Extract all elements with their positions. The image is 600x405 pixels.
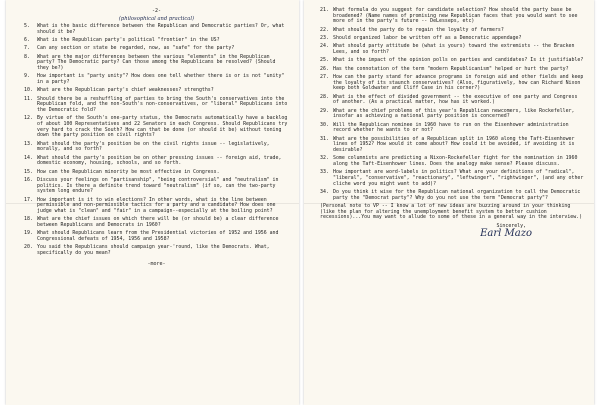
question-item xyxy=(320,58,584,64)
question-text: What are the Republican party's chief weaknesses? strengths? xyxy=(37,87,214,94)
question-text: What is the basic difference between the Republican and Democratic parties? Or, what should it be? xyxy=(37,23,285,35)
question-item xyxy=(320,123,584,134)
question-item xyxy=(24,142,289,153)
more-label: -more- xyxy=(147,260,166,267)
question-text: What are the possibilities of a Republican split in 1960 along the Taft-Eisenhower lines of 1952? How would it come about? How could it be avoided, if avoiding it is desirable? xyxy=(333,135,575,153)
question-text: How important is "party unity"? How does one tell whether there is or is not "unity" in a party? xyxy=(37,73,285,85)
question-text: Should organized labor be written off as a Democratic appendage? xyxy=(333,35,522,41)
question-text: Has the connotation of the term "modern Republicanism" helped or hurt the party? xyxy=(333,65,569,72)
question-text: Can any section or state be regarded, now, as "safe" for the party? xyxy=(37,45,235,52)
question-text: Will the Republican nominee in 1960 have to run on the Eisenhower administration record whether he wants to or not? xyxy=(333,121,569,134)
question-number: 11. xyxy=(24,95,33,102)
closing: Sincerely, xyxy=(496,223,526,230)
question-item xyxy=(24,245,289,256)
question-text: What is the impact of the opinion polls on parties and candidates? Is it justifiable? xyxy=(333,57,584,64)
question-item xyxy=(24,231,289,242)
question-text: What should the party do to regain the loyalty of farmers? xyxy=(333,26,504,33)
signature: Earl Mazo xyxy=(480,228,532,240)
question-number: 14. xyxy=(24,154,33,161)
question-item xyxy=(24,88,289,94)
personal-note: (Personal note to VP -- I know a lot of new ideas are buzzing around in your thinking (like the plan for altering the unemployment benefit system to better cushion recessions)...You may want to allude to some of these in a general way in the interview.) xyxy=(320,203,583,221)
handwritten-heading: (philosophical and practical) xyxy=(118,16,195,22)
question-text: What are the major differences between the various "elements" in the Republican party? The Democratic party? Can those among the Republicans be resolved? (Should they be?) xyxy=(37,53,276,71)
question-text: How important is it to win elections? In other words, what is the line between permissible and non-permissible tactics for a party and a candidate? How does one judge what is "clean" and "fair" in a campaign--especially at the boiling point? xyxy=(37,196,276,215)
question-item xyxy=(24,24,289,35)
question-number: 24. xyxy=(320,43,329,50)
question-item xyxy=(320,137,584,154)
question-text: What should party attitude be (what is yours) toward the extremists -- the Bracken Lees, and so forth? xyxy=(333,43,575,55)
question-number: 7. xyxy=(24,45,30,52)
question-item xyxy=(24,178,289,195)
question-item xyxy=(320,36,584,42)
question-item xyxy=(320,67,584,73)
question-text: What should Republicans learn from the Presidential victories of 1952 and 1956 and Congressional defeats of 1954, 1956 and 1958? xyxy=(37,230,279,243)
letter-page-left xyxy=(6,0,299,405)
fold-line xyxy=(304,203,594,204)
question-item xyxy=(320,109,584,120)
question-text: What should the party's position be on other pressing issues -- foreign aid, trade, domestic economy, housing, schools, and so forth. xyxy=(37,154,282,167)
question-number: 32. xyxy=(320,155,329,162)
question-number: 19. xyxy=(24,230,33,237)
question-text: You said the Republicans should campaign year-'round, like the Democrats. What, specifically do you mean? xyxy=(37,244,270,257)
question-item xyxy=(24,97,289,114)
question-text: What are the chief problems of this year's Republican newcomers, like Rockefeller, insofar as achieving a national party position is concerned? xyxy=(333,107,575,120)
question-list-right xyxy=(320,8,584,201)
question-item xyxy=(320,28,584,34)
question-number: 10. xyxy=(24,87,33,94)
question-number: 34. xyxy=(320,189,329,195)
question-number: 16. xyxy=(24,177,33,183)
question-item xyxy=(320,190,584,201)
question-number: 22. xyxy=(320,26,329,33)
question-item xyxy=(24,46,289,52)
question-number: 26. xyxy=(320,65,329,72)
question-number: 23. xyxy=(320,35,329,41)
question-item xyxy=(320,170,584,187)
question-number: 33. xyxy=(320,169,329,176)
question-text: What should the party's position be on the civil rights issue -- legislatively, morally, and so forth? xyxy=(37,140,270,153)
question-number: 20. xyxy=(24,244,33,251)
question-list-left xyxy=(24,24,289,257)
question-number: 6. xyxy=(24,37,30,43)
question-text: How can the Republican minority be most effective in Congress. xyxy=(37,168,220,175)
question-number: 27. xyxy=(320,73,329,80)
question-number: 21. xyxy=(320,7,329,13)
question-item xyxy=(320,156,584,167)
question-number: 17. xyxy=(24,196,33,203)
question-item xyxy=(24,116,289,139)
question-text: By virtue of the South's one-party status, the Democrats automatically have a backlog of about 100 Representatives and 22 Senators in each Congress. Should Republicans try very hard to crack the South? How can that be done (or should it be) without toning down the party position on civil rights? xyxy=(37,115,288,139)
question-number: 31. xyxy=(320,135,329,142)
fold-line xyxy=(6,203,299,204)
question-item xyxy=(24,156,289,167)
question-number: 13. xyxy=(24,140,33,147)
question-item xyxy=(24,55,289,72)
question-text: What are the chief issues on which there will be (or should be) a clear difference between Republicans and Democrats in 1960? xyxy=(37,216,279,229)
question-number: 29. xyxy=(320,107,329,114)
question-number: 15. xyxy=(24,168,33,175)
question-item xyxy=(24,217,289,228)
question-text: Discuss your feelings on "partisanship", "being controversial" and "neutralism" in politics. Is there a definite trend toward "neutralism" (if so, can the two-party system long endure? xyxy=(37,177,279,195)
question-number: 12. xyxy=(24,115,33,122)
question-item xyxy=(24,38,289,44)
question-number: 5. xyxy=(24,23,30,29)
question-item xyxy=(320,44,584,55)
question-item xyxy=(320,75,584,92)
question-number: 9. xyxy=(24,73,30,80)
question-number: 18. xyxy=(24,216,33,223)
question-text: Do you think it wise for the Republican national organization to call the Democratic party the "Democrat party"? Why do you not use the term "Democrat party"? xyxy=(333,189,581,201)
question-text: What is the Republican party's political "frontier" in the US? xyxy=(37,37,220,43)
question-item xyxy=(24,170,289,176)
question-item xyxy=(24,74,289,85)
letter-page-right xyxy=(304,0,594,405)
question-item xyxy=(320,8,584,25)
page-number: -2- xyxy=(151,8,162,14)
question-item xyxy=(24,198,289,215)
question-number: 8. xyxy=(24,53,30,60)
question-text: What formula do you suggest for candidate selection? How should the party base be broadened? (Name names of promising new Republican faces that you would want to see more of in the party's future -- DeLesseps, etc) xyxy=(333,7,578,25)
question-text: How important are word-labels in politics? What are your definitions of "radical", "liberal", "conservative", "reactionary", "leftwinger", "rightwinger", (and any other cliche word you might want to add)? xyxy=(333,169,584,187)
question-number: 30. xyxy=(320,121,329,128)
question-text: Some columnists are predicting a Nixon-Rockefeller fight for the nomination in 1960 along the Taft-Eisenhower lines. Does the analogy make sense? Please discuss. xyxy=(333,155,578,167)
question-text: How can the party stand for advance programs in foreign aid and other fields and keep the loyalty of its staunch conservatives? (Also, figuratively, how can Richard Nixon keep both Goldwater and Cliff Case in his corner?) xyxy=(333,73,584,92)
question-item xyxy=(320,95,584,106)
question-number: 28. xyxy=(320,93,329,100)
question-text: What is the effect of divided government -- the executive of one party and Congress of another. (As a practical matter, how has it worked.) xyxy=(333,93,578,106)
question-number: 25. xyxy=(320,57,329,64)
question-text: Should there be a reshuffling of parties to bring the South's conservatives into the Republican fold, and the non-South's non-conservatives, or "liberal" Republicans into the Democratic fold? xyxy=(37,95,288,113)
